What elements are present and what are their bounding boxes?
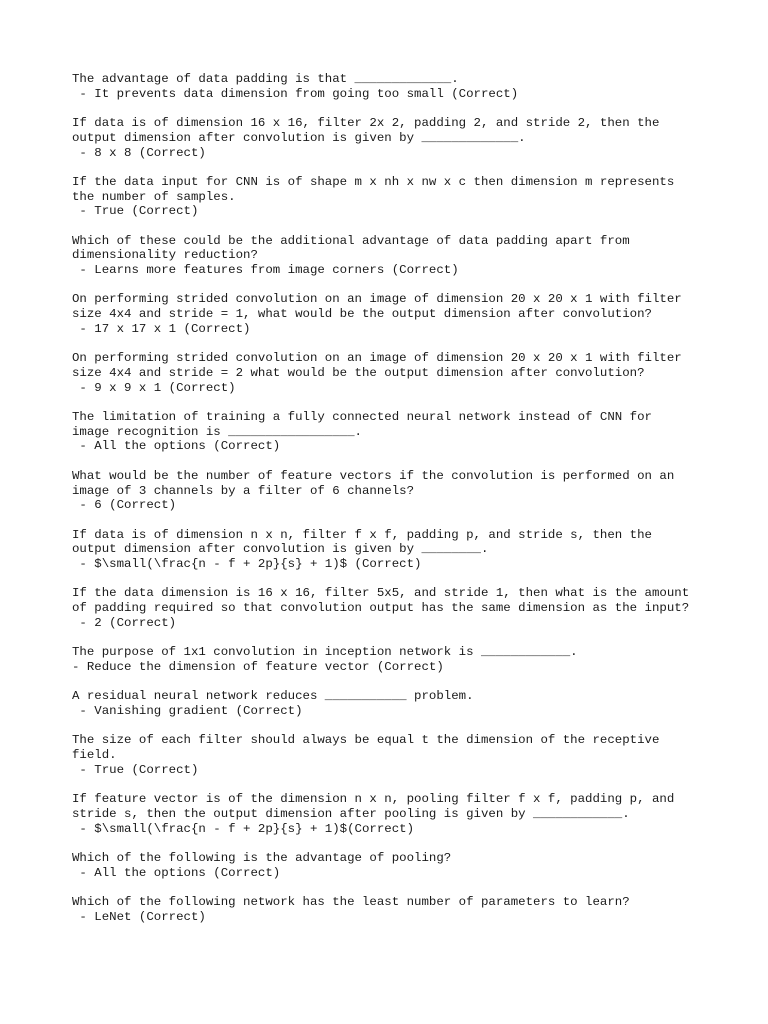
answer-text: - All the options (Correct) [72, 865, 281, 880]
qa-item [72, 895, 712, 924]
question-text: If the data input for CNN is of shape m x nh x nw x c then dimension m represents the number of samples. [72, 174, 675, 204]
answer-text: - True (Correct) [72, 762, 199, 777]
answer-text: - It prevents data dimension from going too small (Correct) [72, 86, 519, 101]
qa-item [72, 116, 712, 160]
answer-text: - Reduce the dimension of feature vector (Correct) [72, 659, 444, 674]
answer-text: - 17 x 17 x 1 (Correct) [72, 321, 251, 336]
question-text: On performing strided convolution on an image of dimension 20 x 20 x 1 with filter size 4x4 and stride = 1, what would be the output dimension after convolution? [72, 292, 682, 322]
question-text: Which of the following network has the least number of parameters to learn? [72, 895, 630, 910]
answer-text: - 2 (Correct) [72, 615, 177, 630]
answer-text: - True (Correct) [72, 204, 199, 219]
question-text: If data is of dimension 16 x 16, filter 2x 2, padding 2, and stride 2, then the output dimension after convolution is given by _____________. [72, 116, 660, 145]
question-text: The size of each filter should always be equal t the dimension of the receptive field. [72, 733, 660, 763]
question-text: The advantage of data padding is that _____________. [72, 72, 459, 86]
question-text: Which of the following is the advantage of pooling? [72, 851, 452, 866]
qa-item [72, 689, 712, 718]
qa-item [72, 528, 712, 572]
qa-item [72, 175, 712, 219]
qa-item [72, 351, 712, 395]
qa-item [72, 851, 712, 880]
answer-text: - LeNet (Correct) [72, 909, 206, 924]
answer-text: - 8 x 8 (Correct) [72, 145, 206, 160]
question-text: If feature vector is of the dimension n x n, pooling filter f x f, padding p, and stride s, then the output dimension after pooling is given by ____________. [72, 792, 675, 821]
question-text: A residual neural network reduces ___________ problem. [72, 689, 474, 704]
answer-text: - Learns more features from image corners (Correct) [72, 263, 459, 278]
qa-item [72, 586, 712, 630]
answer-text: - All the options (Correct) [72, 439, 281, 454]
qa-item [72, 72, 712, 101]
question-text: If the data dimension is 16 x 16, filter 5x5, and stride 1, then what is the amount of padding required so that convolution output has the same dimension as the input? [72, 586, 690, 616]
question-text: On performing strided convolution on an image of dimension 20 x 20 x 1 with filter size 4x4 and stride = 2 what would be the output dimension after convolution? [72, 351, 682, 380]
answer-text: - $\small(\frac{n - f + 2p}{s} + 1)$ (Correct) [72, 557, 422, 572]
question-text: If data is of dimension n x n, filter f x f, padding p, and stride s, then the output dimension after convolution is given by ________. [72, 527, 652, 557]
question-text: Which of these could be the additional advantage of data padding apart from dimensionality reduction? [72, 233, 630, 263]
qa-item [72, 733, 712, 777]
question-text: What would be the number of feature vectors if the convolution is performed on an image of 3 channels by a filter of 6 channels? [72, 468, 675, 498]
question-text: The purpose of 1x1 convolution in inception network is ____________. [72, 645, 578, 660]
qa-item [72, 645, 712, 674]
document-page [72, 72, 712, 939]
qa-item [72, 792, 712, 836]
qa-item [72, 292, 712, 336]
question-text: The limitation of training a fully connected neural network instead of CNN for image recognition is _________________. [72, 410, 652, 439]
qa-item [72, 410, 712, 454]
answer-text: - 9 x 9 x 1 (Correct) [72, 380, 236, 395]
answer-text: - Vanishing gradient (Correct) [72, 704, 303, 719]
answer-text: - $\small(\frac{n - f + 2p}{s} + 1)$(Correct) [72, 821, 415, 836]
qa-item [72, 469, 712, 513]
qa-item [72, 234, 712, 278]
answer-text: - 6 (Correct) [72, 498, 177, 513]
